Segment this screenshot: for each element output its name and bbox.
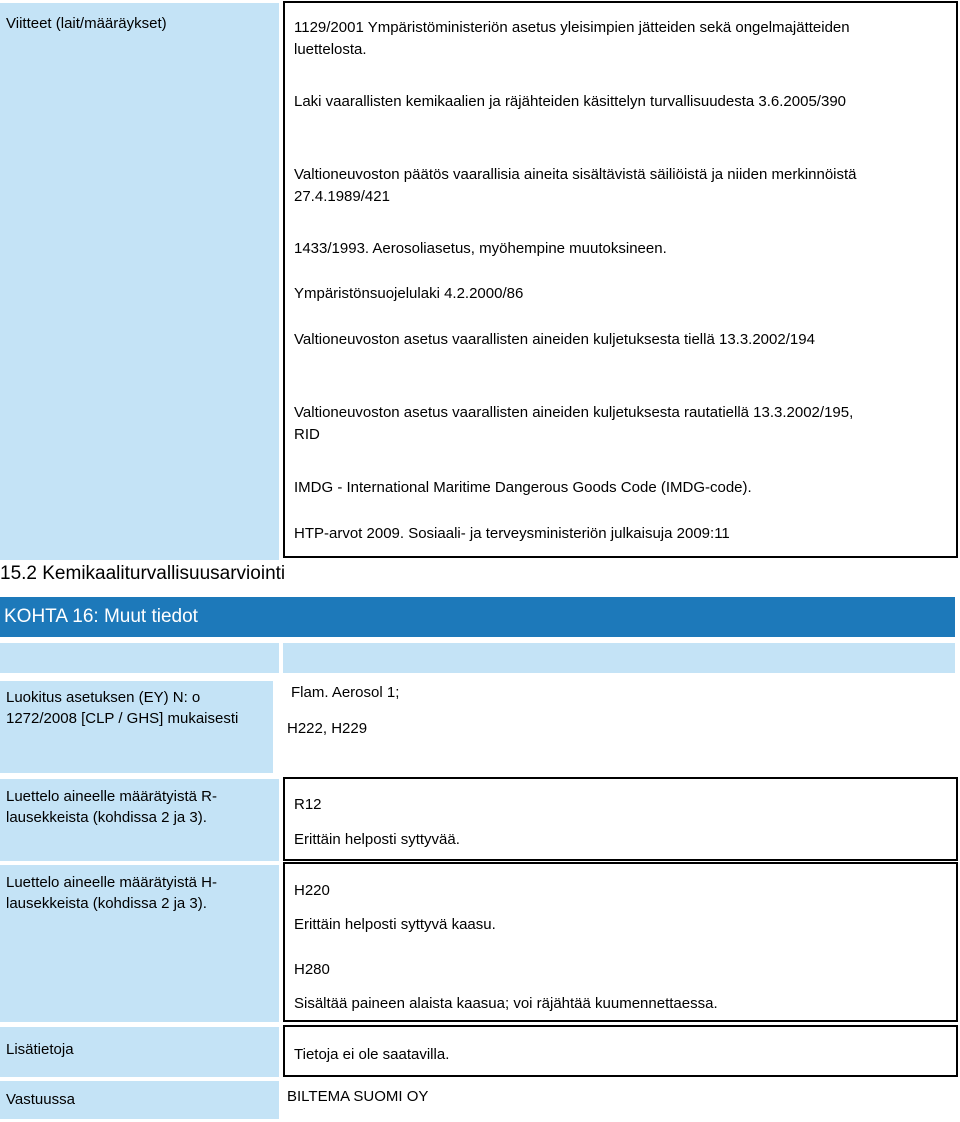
reference-item: IMDG - International Maritime Dangerous Goods Code (IMDG-code).: [294, 479, 752, 496]
responsible-label: Vastuussa: [0, 1081, 279, 1119]
references-label: Viitteet (lait/määräykset): [0, 3, 279, 560]
section-15-2-heading: 15.2 Kemikaaliturvallisuusarviointi: [0, 563, 286, 584]
reference-item: Valtioneuvoston asetus vaarallisten aineiden kuljetuksesta rautatiellä 13.3.2002/195, RID: [294, 404, 854, 443]
reference-item: Valtioneuvoston asetus vaarallisten aineiden kuljetuksesta tiellä 13.3.2002/194: [294, 331, 815, 348]
classification-label: Luokitus asetuksen (EY) N: o 1272/2008 [CLP / GHS] mukaisesti: [0, 681, 273, 773]
classification-hazard-codes: H222, H229: [287, 720, 368, 737]
classification-value: Flam. Aerosol 1;: [291, 684, 400, 701]
h-phrase-code: H220: [294, 882, 330, 899]
h-phrase-text: Sisältää paineen alaista kaasua; voi räjähtää kuumennettaessa.: [294, 995, 718, 1012]
additional-info-label: Lisätietoja: [0, 1027, 279, 1077]
r-phrase-text: Erittäin helposti syttyvää.: [294, 831, 460, 848]
reference-item: HTP-arvot 2009. Sosiaali- ja terveysministeriön julkaisuja 2009:11: [294, 525, 730, 542]
additional-info-value: Tietoja ei ole saatavilla.: [294, 1046, 450, 1063]
r-phrases-label: Luettelo aineelle määrätyistä R-lausekkeista (kohdissa 2 ja 3).: [0, 779, 279, 861]
reference-item: Valtioneuvoston päätös vaarallisia aineita sisältävistä säiliöistä ja niiden merkinnöistä 27.4.1989/421: [294, 166, 857, 205]
references-box: [283, 1, 958, 558]
r-phrase-code: R12: [294, 796, 322, 813]
responsible-value: BILTEMA SUOMI OY: [287, 1088, 429, 1105]
reference-item: 1433/1993. Aerosoliasetus, myöhempine muutoksineen.: [294, 240, 667, 257]
reference-item: Ympäristönsuojelulaki 4.2.2000/86: [294, 285, 524, 302]
reference-item: 1129/2001 Ympäristöministeriön asetus yleisimpien jätteiden sekä ongelmajätteiden luettelosta.: [294, 19, 850, 58]
h-phrase-code: H280: [294, 961, 330, 978]
h-phrases-label: Luettelo aineelle määrätyistä H-lausekkeista (kohdissa 2 ja 3).: [0, 865, 279, 1022]
reference-item: Laki vaarallisten kemikaalien ja räjähteiden käsittelyn turvallisuudesta 3.6.2005/390: [294, 93, 846, 110]
section-16-title: KOHTA 16: Muut tiedot: [0, 597, 955, 637]
blank-label-strip: [0, 643, 279, 673]
blank-value-strip: [283, 643, 955, 673]
h-phrase-text: Erittäin helposti syttyvä kaasu.: [294, 916, 496, 933]
